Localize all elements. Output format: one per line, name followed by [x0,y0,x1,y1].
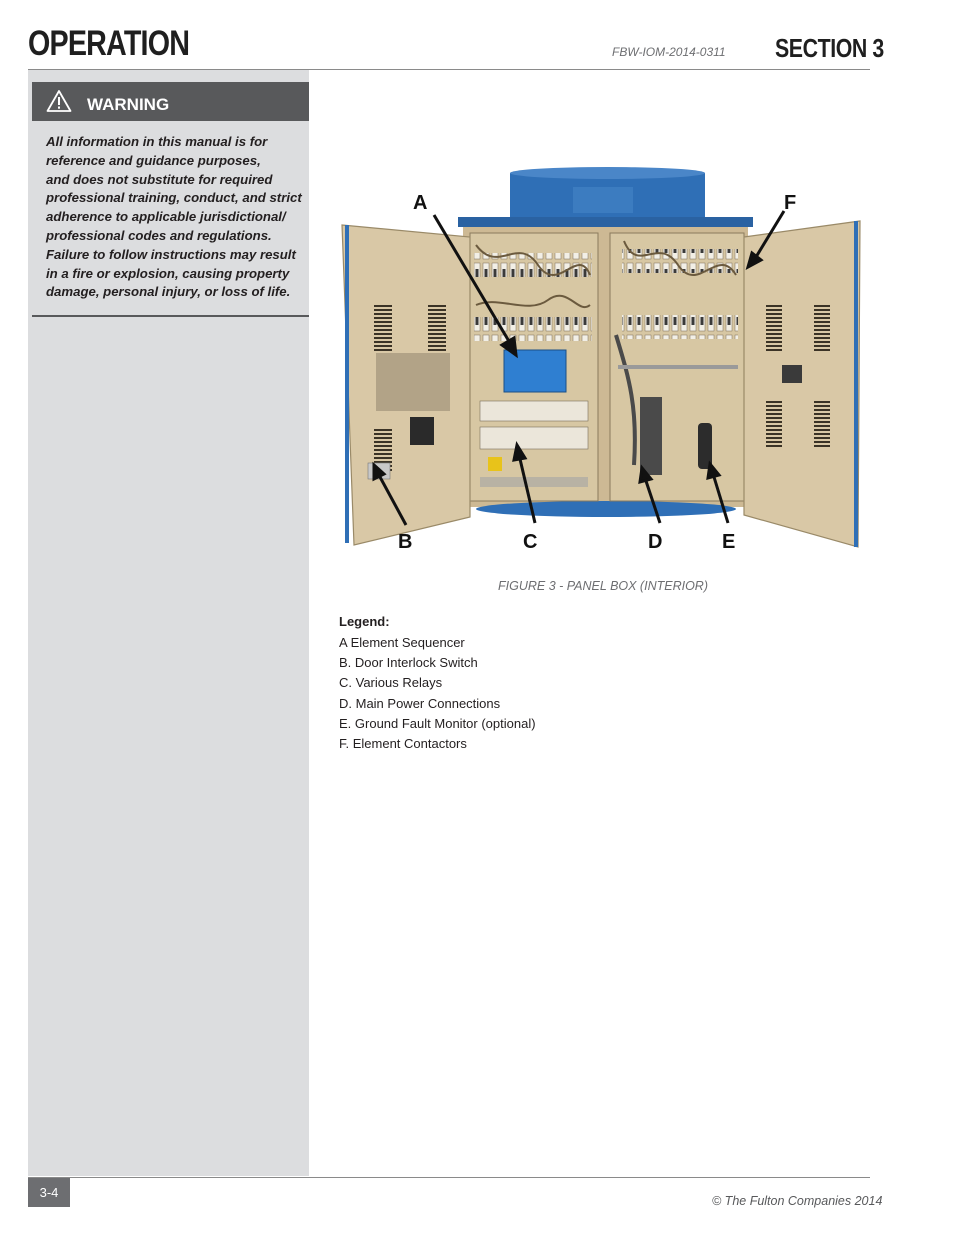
legend-item: A Element Sequencer [339,635,465,650]
figure-caption: FIGURE 3 - PANEL BOX (INTERIOR) [498,579,708,593]
callout-a: A [413,192,428,214]
legend-item: C. Various Relays [339,675,443,691]
page-title: OPERATION [28,24,190,63]
legend-item: D. Main Power Connections [339,695,501,711]
section-label: SECTION 3 [775,33,884,63]
document-code: FBW-IOM-2014-0311 [612,45,726,59]
callout-e: E [722,531,736,553]
warning-line: in a fire or explosion, causing property [46,265,290,281]
warning-header [32,82,309,121]
legend-item: B. Door Interlock Switch [339,655,478,671]
warning-divider [32,315,309,317]
warning-line: professional codes and regulations. [46,227,272,243]
warning-line: professional training, conduct, and strict [46,190,302,206]
legend [339,613,536,754]
warning-line: Failure to follow instructions may result [46,246,296,262]
footer-divider [28,1177,870,1178]
warning-line: damage, personal injury, or loss of life. [46,284,291,300]
warning-line: All information in this manual is for [46,134,268,149]
copyright: © The Fulton Companies 2014 [712,1194,883,1208]
callout-f: F [784,192,797,214]
warning-line: reference and guidance purposes, [46,152,261,168]
page-number: 3-4 [28,1178,70,1207]
callout-c: C [523,531,538,553]
legend-title: Legend: [339,614,390,629]
callout-b: B [398,531,413,553]
panel-box-illustration [338,165,868,560]
warning-line: adherence to applicable jurisdictional/ [46,209,286,225]
legend-item: E. Ground Fault Monitor (optional) [339,715,536,731]
warning-label: WARNING [87,95,170,114]
warning-triangle-icon [46,89,72,113]
legend-item: F. Element Contactors [339,735,467,751]
warning-line: and does not substitute for required [46,171,273,187]
warning-text [46,133,302,302]
callout-d: D [648,531,663,553]
